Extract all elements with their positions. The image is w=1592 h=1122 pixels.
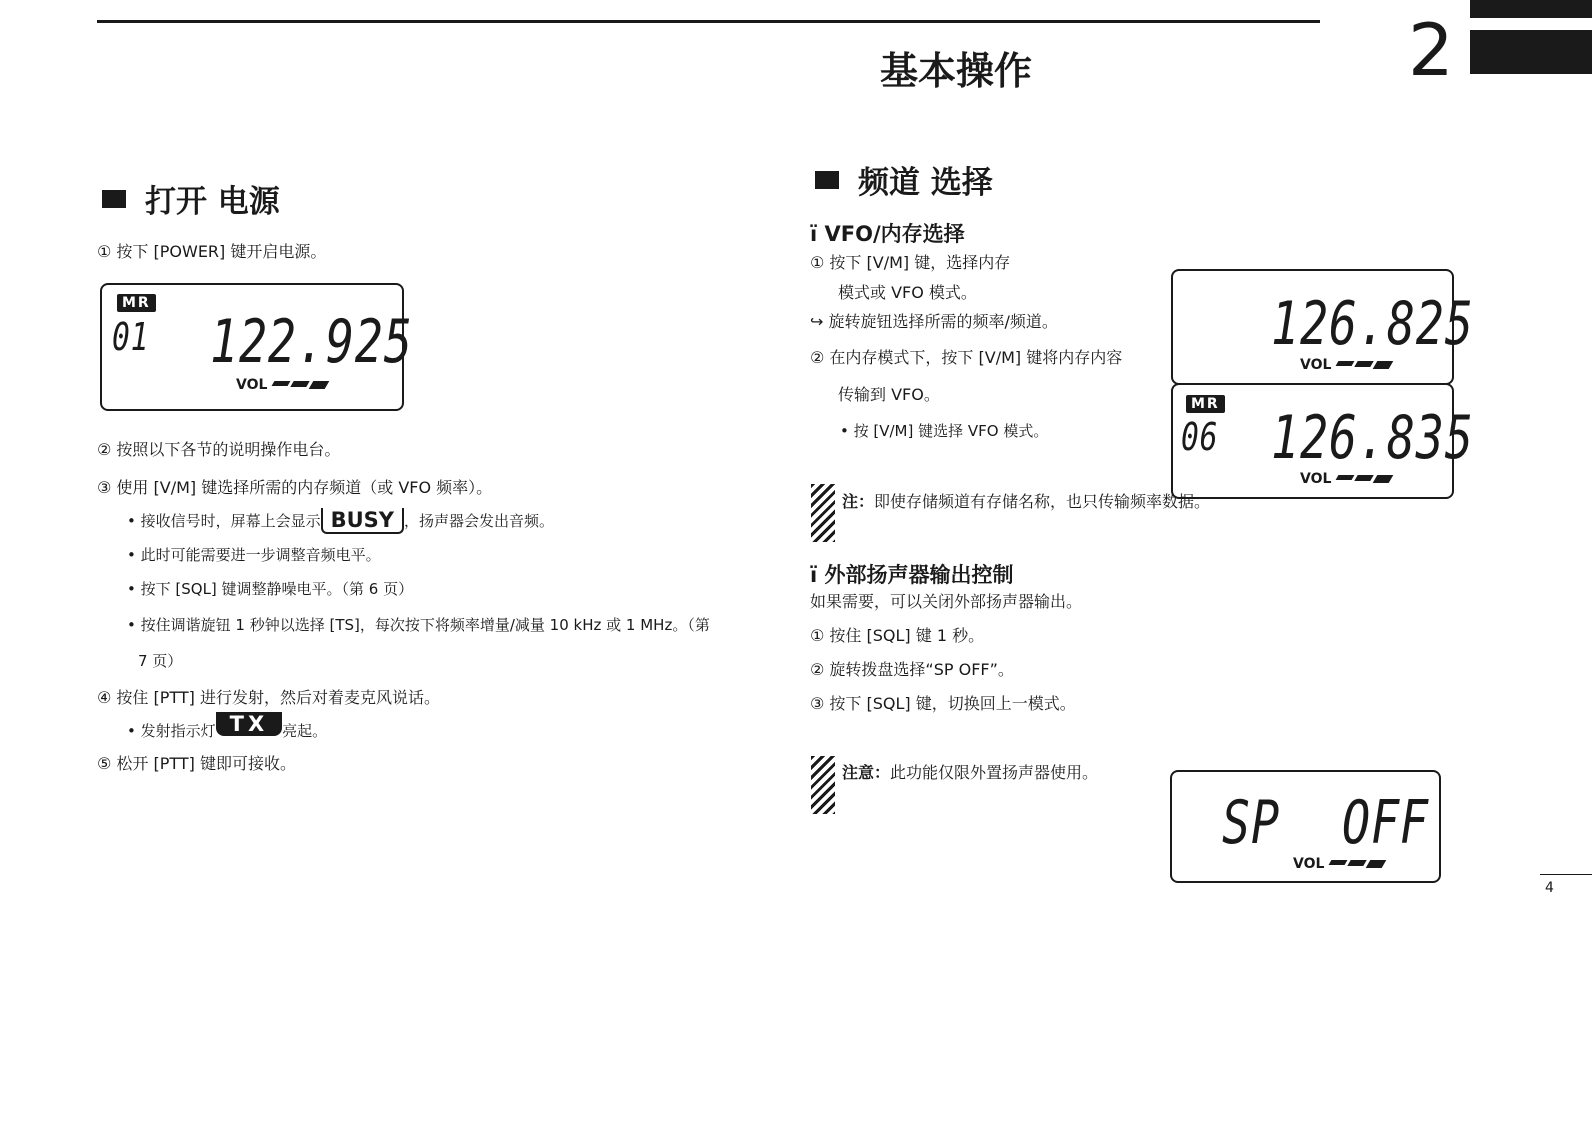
section-square-icon: [102, 190, 126, 208]
bullet-squelch: • 按下 [SQL] 键调整静噪电平。（第 6 页）: [127, 580, 414, 598]
section-title-power: 打开 电源: [145, 184, 280, 220]
power-step-4: ④ 按住 [PTT] 进行发射，然后对着麦克风说话。: [97, 688, 441, 707]
lcd-sp-text: SP: [1222, 788, 1280, 858]
page-number: 4: [1545, 880, 1554, 896]
power-step-5: ⑤ 松开 [PTT] 键即可接收。: [97, 754, 297, 773]
lcd-frequency: 126.835: [1271, 403, 1474, 473]
tx-indicator: TX: [216, 712, 283, 736]
vfo-step-2-cont: 传输到 VFO。: [838, 385, 940, 404]
speaker-step-1: ① 按住 [SQL] 键 1 秒。: [810, 626, 985, 645]
section-title-channel: 频道 选择: [858, 165, 993, 201]
vfo-arrow-note: ↪ 旋转旋钮选择所需的频率/频道。: [810, 312, 1058, 331]
mr-badge: MR: [1186, 395, 1225, 413]
lcd-display-power: [100, 283, 413, 411]
lcd-channel: 06: [1181, 415, 1219, 459]
note-external-only: 注意：此功能仅限外置扬声器使用。: [842, 763, 1099, 782]
vol-label: VOL: [1293, 856, 1325, 872]
lcd-frequency: 126.825: [1271, 289, 1474, 359]
note-transfer: 注：即使存储频道有存储名称，也只传输频率数据。: [842, 492, 1211, 511]
power-step-1: ① 按下 [POWER] 键开启电源。: [97, 242, 327, 261]
vol-label: VOL: [1300, 357, 1332, 373]
vfo-step-1-cont: 模式或 VFO 模式。: [838, 283, 977, 302]
busy-indicator: BUSY: [321, 508, 404, 534]
speaker-step-2: ② 旋转拨盘选择“SP OFF”。: [810, 660, 1014, 679]
lcd-channel: 01: [112, 315, 150, 359]
lcd-frequency: 122.925: [210, 307, 413, 377]
note-hatch-icon: [811, 484, 835, 542]
lcd-display-sp-off: [1170, 770, 1441, 883]
chapter-title: 基本操作: [880, 49, 1033, 93]
bullet-busy: • 接收信号时，屏幕上会显示 BUSY ，扬声器会发出音频。: [127, 508, 555, 532]
note-hatch-icon: [811, 756, 835, 814]
chapter-tab-lower: [1470, 30, 1592, 74]
lcd-display-vfo: [1171, 269, 1474, 385]
top-rule: [97, 20, 1320, 23]
vol-bars-icon: [1330, 860, 1384, 868]
vol-indicator: [1300, 357, 1391, 373]
vfo-step-1: ① 按下 [V/M] 键，选择内存: [810, 253, 1011, 272]
vol-indicator: [236, 377, 327, 393]
subsection-vfo-memory: ï VFO/内存选择: [810, 222, 965, 246]
vol-label: VOL: [236, 377, 268, 393]
lcd-display-memory: [1171, 383, 1474, 499]
bullet-tuning-step-cont: 7 页）: [138, 652, 183, 670]
bullet-tuning-step: • 按住调谐旋钮 1 秒钟以选择 [TS]，每次按下将频率增量/减量 10 kHz 或 1 MHz。（第: [127, 616, 710, 634]
vfo-step-2: ② 在内存模式下，按下 [V/M] 键将内存内容: [810, 348, 1123, 367]
lcd-off-text: OFF: [1342, 788, 1429, 858]
vol-bars-icon: [1337, 361, 1391, 369]
power-step-2: ② 按照以下各节的说明操作电台。: [97, 440, 341, 459]
vol-bars-icon: [1337, 475, 1391, 483]
vol-label: VOL: [1300, 471, 1332, 487]
vfo-bullet: • 按 [V/M] 键选择 VFO 模式。: [840, 422, 1049, 440]
chapter-number: 2: [1408, 8, 1454, 92]
vol-bars-icon: [273, 381, 327, 389]
section-channel-select: [815, 157, 993, 202]
bullet-audio-level: • 此时可能需要进一步调整音频电平。: [127, 546, 381, 564]
page-number-rule: [1540, 874, 1592, 875]
section-power-on: [102, 176, 280, 221]
power-step-3: ③ 使用 [V/M] 键选择所需的内存频道（或 VFO 频率）。: [97, 478, 493, 497]
bullet-tx: • 发射指示灯 TX 亮起。: [127, 712, 328, 740]
mr-badge: MR: [117, 294, 156, 312]
chapter-tab-upper: [1470, 0, 1592, 18]
vol-indicator: [1300, 471, 1391, 487]
speaker-intro: 如果需要，可以关闭外部扬声器输出。: [810, 592, 1083, 611]
section-square-icon: [815, 171, 839, 189]
subsection-external-speaker: ï 外部扬声器输出控制: [810, 563, 1014, 587]
speaker-step-3: ③ 按下 [SQL] 键，切换回上一模式。: [810, 694, 1076, 713]
vol-indicator: [1293, 856, 1384, 872]
